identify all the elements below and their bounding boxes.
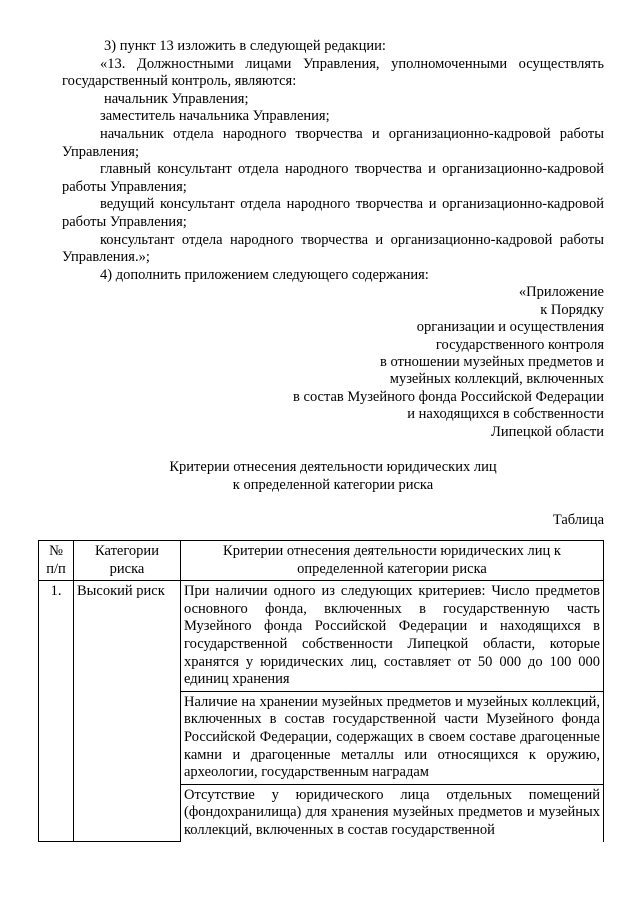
paragraph-official-2: заместитель начальника Управления; [100, 108, 330, 125]
paragraph-official-1: начальник Управления; [104, 90, 249, 107]
appendix-header-line: к Порядку [540, 301, 604, 318]
paragraph-item-4: 4) дополнить приложением следующего содержания: [100, 266, 429, 283]
paragraph-official-5: ведущий консультант отдела народного творчества и организационно-кадровой работы Управления; [62, 196, 604, 230]
appendix-header-line: государственного контроля [435, 336, 604, 353]
row-num: 1. [39, 581, 74, 842]
criterion-cell: При наличии одного из следующих критериев: Число предметов основного фонда, включенных в государственную часть Музейного фонда Российской Федерации и находящихся в государственной собственности Липецкой области, которые хранятся у юридических лиц, составляет от 50 000 до 100 000 единиц хранения [181, 581, 604, 692]
appendix-header-line: в состав Музейного фонда Российской Федерации [293, 388, 604, 405]
appendix-header-line: в отношении музейных предметов и [380, 353, 604, 370]
appendix-header-line: и находящихся в собственности [407, 406, 604, 423]
criteria-title-line: к определенной категории риска [232, 476, 434, 493]
paragraph-item-13-intro: «13. Должностными лицами Управления, уполномоченными осуществлять государственный контроль, являются: [62, 55, 604, 90]
risk-criteria-table [38, 540, 604, 842]
header-num: № п/п [39, 541, 74, 581]
appendix-header-line: музейных коллекций, включенных [389, 371, 604, 388]
appendix-header [62, 284, 604, 441]
criteria-title [62, 459, 604, 494]
table-label: Таблица [552, 512, 604, 529]
paragraph-official-3: начальник отдела народного творчества и организационно-кадровой работы Управления; [62, 125, 604, 160]
table-row [39, 581, 604, 692]
appendix-header-line: «Приложение [518, 284, 604, 301]
document-page [62, 38, 604, 530]
header-category: Категории риска [74, 541, 181, 581]
paragraph-official-4: главный консультант отдела народного творчества и организационно-кадровой работы Управления; [62, 161, 604, 195]
paragraph-item-3: 3) пункт 13 изложить в следующей редакции: [104, 38, 386, 54]
criteria-title-line: Критерии отнесения деятельности юридических лиц [169, 458, 497, 475]
table-header-row [39, 541, 604, 581]
header-criteria: Критерии отнесения деятельности юридических лиц к определенной категории риска [181, 541, 604, 581]
appendix-header-line: Липецкой области [491, 423, 604, 440]
criterion-cell: Отсутствие у юридического лица отдельных помещений (фондохранилища) для хранения музейных предметов и музейных коллекций, включенных в состав государственной [181, 784, 604, 841]
criterion-cell: Наличие на хранении музейных предметов и музейных коллекций, включенных в состав государственной части Музейного фонда Российской Федерации, содержащих в своем составе драгоценные камни и драгоценные металлы или относящихся к оружию, археологии, государственным наградам [181, 691, 604, 784]
paragraph-official-6: консультант отдела народного творчества и организационно-кадровой работы Управления.»; [62, 231, 604, 266]
row-category: Высокий риск [74, 581, 181, 842]
appendix-header-line: организации и осуществления [416, 319, 604, 336]
